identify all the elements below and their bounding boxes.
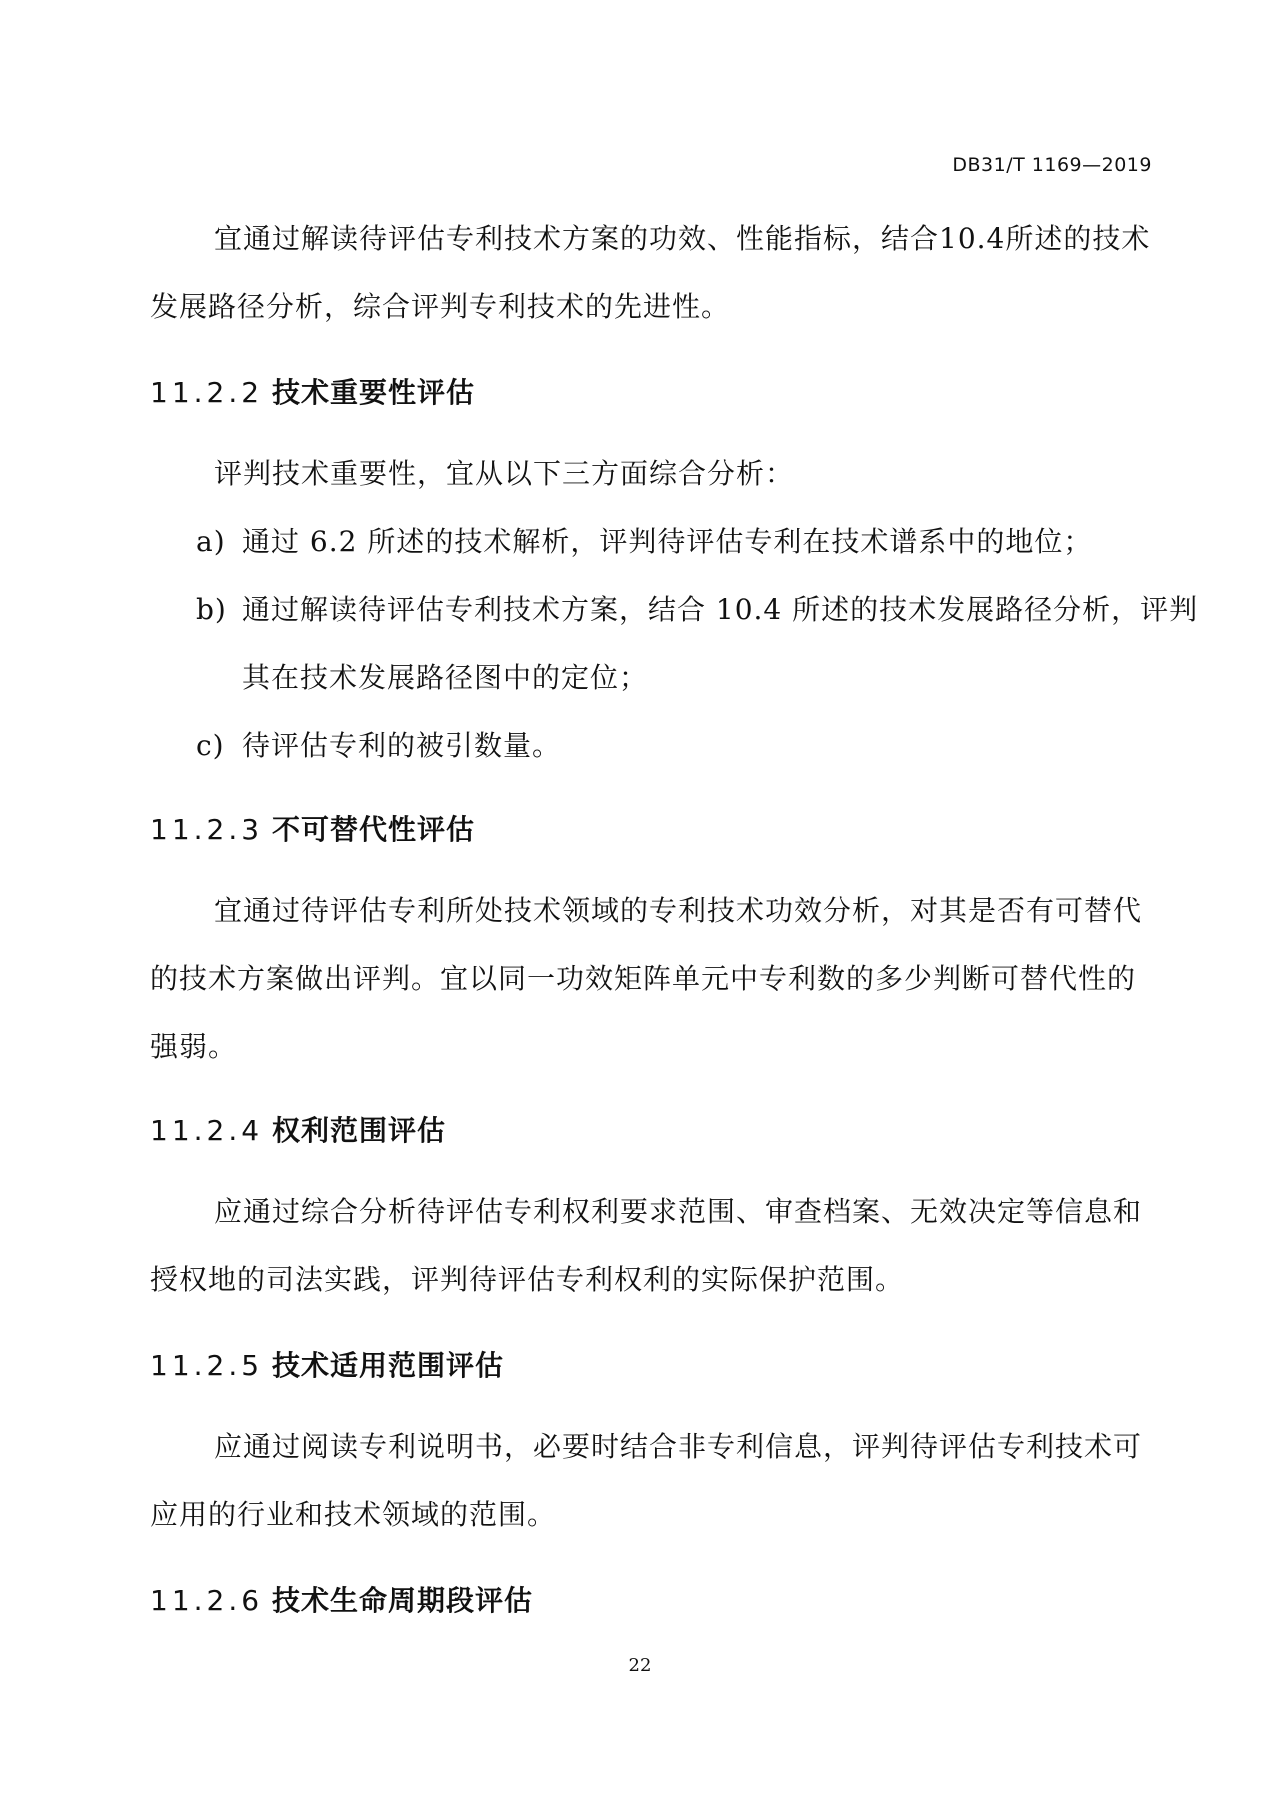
page-number: 22 (628, 1655, 652, 1676)
heading-11-2-5 (150, 1344, 504, 1384)
heading-number: 11.2.4 (150, 1114, 264, 1147)
list-item-b (196, 576, 1206, 712)
heading-number: 11.2.2 (150, 376, 264, 409)
paragraph-11-2-2: 评判技术重要性，宜从以下三方面综合分析： (214, 457, 795, 490)
document-code: DB31/T 1169—2019 (952, 154, 1152, 176)
list-item-a (196, 508, 1206, 576)
heading-11-2-2 (150, 371, 475, 411)
heading-11-2-4 (150, 1109, 446, 1149)
list-item-text: 通过 6.2 所述的技术解析，评判待评估专利在技术谱系中的地位； (242, 525, 1093, 558)
heading-title: 不可替代性评估 (272, 813, 476, 846)
paragraph-11-2-4: 应通过综合分析待评估专利权利要求范围、审查档案、无效决定等信息和授权地的司法实践，评判待评估专利权利的实际保护范围。 (150, 1195, 1143, 1296)
list-item-text: 通过解读待评估专利技术方案，结合 10.4 所述的技术发展路径分析，评判其在技术发展路径图中的定位； (242, 593, 1199, 694)
paragraph-11-2-3: 宜通过待评估专利所处技术领域的专利技术功效分析，对其是否有可替代的技术方案做出评判。宜以同一功效矩阵单元中专利数的多少判断可替代性的强弱。 (150, 894, 1143, 1063)
heading-title: 技术适用范围评估 (272, 1349, 505, 1382)
list-item-label: a) (196, 525, 226, 558)
heading-title: 技术生命周期段评估 (272, 1584, 534, 1617)
heading-title: 权利范围评估 (272, 1114, 447, 1147)
heading-11-2-6 (150, 1579, 533, 1619)
heading-number: 11.2.3 (150, 813, 264, 846)
intro-paragraph: 宜通过解读待评估专利技术方案的功效、性能指标，结合10.4所述的技术发展路径分析，综合评判专利技术的先进性。 (150, 222, 1151, 323)
heading-number: 11.2.6 (150, 1584, 264, 1617)
list-item-text: 待评估专利的被引数量。 (242, 729, 562, 762)
heading-number: 11.2.5 (150, 1349, 264, 1382)
paragraph-11-2-5: 应通过阅读专利说明书，必要时结合非专利信息，评判待评估专利技术可应用的行业和技术领域的范围。 (150, 1430, 1143, 1531)
heading-11-2-3 (150, 808, 475, 848)
heading-title: 技术重要性评估 (272, 376, 476, 409)
list-item-label: b) (196, 593, 227, 626)
list-item-label: c) (196, 729, 225, 762)
list-item-c (196, 712, 1206, 780)
